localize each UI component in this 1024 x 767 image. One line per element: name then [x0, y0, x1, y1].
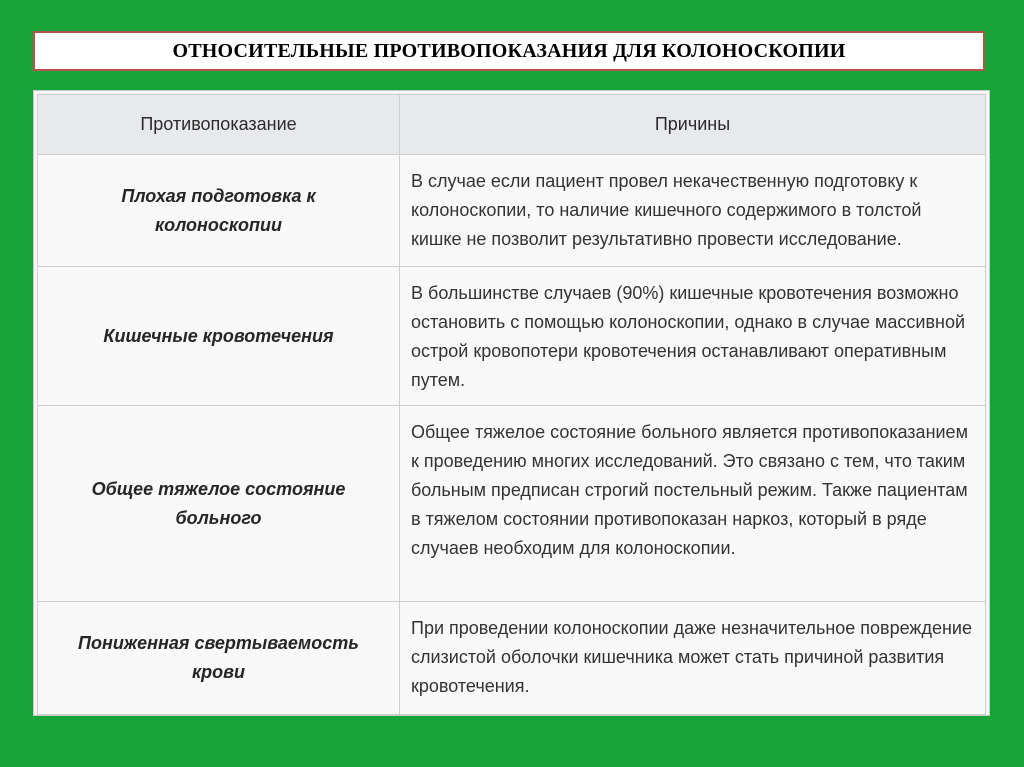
slide-title: ОТНОСИТЕЛЬНЫЕ ПРОТИВОПОКАЗАНИЯ ДЛЯ КОЛОНОСКОПИИ	[172, 39, 846, 62]
reason-cell: Общее тяжелое состояние больного является противопоказанием к проведению многих исследований. Это связано с тем, что таким больным предписан строгий постельный режим. Также пациентам в тяжелом состоянии противопоказан наркоз, который в ряде случаев необходим для колоноскопии.	[400, 406, 986, 602]
reason-cell: В большинстве случаев (90%) кишечные кровотечения возможно остановить с помощью колоноскопии, однако в случае массивной острой кровопотери кровотечения останавливают оперативным путем.	[400, 267, 986, 406]
column-header-reasons: Причины	[400, 95, 986, 155]
table-row	[38, 267, 986, 406]
table-row	[38, 155, 986, 267]
reason-cell: В случае если пациент провел некачественную подготовку к колоноскопии, то наличие кишечного содержимого в толстой кишке не позволит результативно провести исследование.	[400, 155, 986, 267]
table-row	[38, 406, 986, 602]
contraindication-cell: Кишечные кровотечения	[38, 267, 400, 406]
table-header-row	[38, 95, 986, 155]
contraindications-table	[37, 94, 986, 715]
column-header-contraindication: Противопоказание	[38, 95, 400, 155]
contraindications-table-container	[33, 90, 990, 716]
contraindication-cell: Общее тяжелое состояние больного	[38, 406, 400, 602]
contraindication-cell: Плохая подготовка к колоноскопии	[38, 155, 400, 267]
table-row	[38, 602, 986, 715]
slide-title-box	[33, 31, 985, 71]
reason-cell: При проведении колоноскопии даже незначительное повреждение слизистой оболочки кишечника может стать причиной развития кровотечения.	[400, 602, 986, 715]
contraindication-cell: Пониженная свертываемость крови	[38, 602, 400, 715]
